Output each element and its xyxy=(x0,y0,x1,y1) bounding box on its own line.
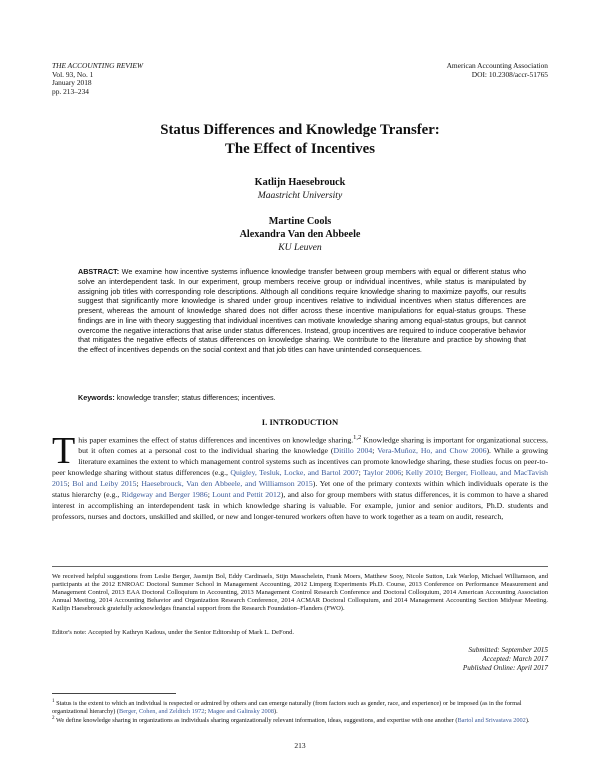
publication-dates xyxy=(463,646,548,673)
editor-note: Editor's note: Accepted by Kathryn Kadous, under the Senior Editorship of Mark L. DeFond. xyxy=(52,629,294,636)
separator: ; xyxy=(401,468,406,478)
separator: ; xyxy=(440,468,446,478)
separator: ; xyxy=(358,468,364,478)
citation-link[interactable]: Ditillo 2004 xyxy=(333,446,373,456)
footnote-marker[interactable]: 1,2 xyxy=(353,434,362,441)
journal-date: January 2018 xyxy=(52,78,92,88)
journal-name: THE ACCOUNTING REVIEW xyxy=(52,61,144,70)
separator: ; xyxy=(207,490,213,500)
doi-link[interactable]: DOI: 10.2308/accr-51765 xyxy=(471,69,548,79)
acknowledgments: We received helpful suggestions from Leslie Berger, Jasmijn Bol, Eddy Cardinaels, Stijn Masschelein, Frank Moers, Matthew Sooy, Nicole Sutton, Luk Warlop, Michael Williamson, and participants at the 2012 ENROAC Doctoral Summer School in Management Accounting, 2012 Limperg Experiments Ph.D. Course, 2013 Conference on Performance Measurement and Management Control, 2013 EAA Doctoral Colloquium in Accounting, 2013 Management Control Research Conference and Doctoral Colloquium, 2014 American Accounting Association Annual Meeting, 2014 Accounting Behavior and Organization Research Conference, 2014 ACMAR Doctoral Colloquium, and 2014 Management Accounting Section Midyear Meeting. Katlijn Haesebrouck gratefully acknowledges financial support from the Research Foundation–Flanders (FWO). xyxy=(52,573,548,613)
paper-title xyxy=(52,121,548,159)
citation-link[interactable]: Haesebrouck, Van den Abbeele, and Williamson 2015 xyxy=(141,479,313,489)
journal-pages: pp. 213–234 xyxy=(52,86,89,96)
footnote-text: We define knowledge sharing in organizations as individuals sharing organizationally relevant information, ideas, suggestions, and expertise with one another ( xyxy=(55,717,458,725)
abstract-text: We examine how incentive systems influence knowledge transfer between group members with equal or different status who solve an interdependent task. In our experiment, group members receive group or individual incentives, while status is manipulated by assigning job titles with corresponding role descriptions. Although all conditions require knowledge sharing to maximize payoffs, our results suggest that significantly more knowledge is shared under group incentives relative to individual incentives when status differences are present, whereas the amount of knowledge shared does not differ across these incentive manipulations for equal-status groups. These findings are in line with theory suggesting that individual incentives can motivate knowledge sharing among equal-status groups, but cannot overcome the negative interactions that arise under status differences. Instead, group incentives are required to induce cooperative behavior that mitigates the negative effects of status differences on knowledge sharing. We contribute to the literature and practice by showing that the effect of incentives depends on the social context and that job titles can have unintended consequences. xyxy=(78,267,527,354)
footnote-text: ). xyxy=(525,717,530,725)
citation-link[interactable]: Ridgeway and Berger 1986 xyxy=(121,490,208,500)
author-affiliation: KU Leuven xyxy=(278,242,322,253)
footnote-text: Status is the extent to which an individual is respected or admired by others and can emerge naturally (from factors such as gender, race, and experience) or be imposed (as in the formal organizational hierarchy) ( xyxy=(52,700,522,716)
citation-link[interactable]: Bol and Leiby 2015 xyxy=(72,479,137,489)
keywords xyxy=(78,393,526,402)
citation-link[interactable]: Kelly 2010 xyxy=(405,468,441,478)
body-text-span: ), and also for group members with status differences, it is common to have a shared interest in accomplishing an interdependent task in which knowledge sharing is valuable. For example, junior and senior auditors, Ph.D. students and professors, nurses and doctors, unskilled and skilled, or new and longer-tenured workers often have to work together as a team on audit, research, xyxy=(52,490,549,521)
page-number: 213 xyxy=(294,741,306,750)
title-line-1: Status Differences and Knowledge Transfer: xyxy=(160,122,440,138)
citation-link[interactable]: Lount and Pettit 2012 xyxy=(212,490,281,500)
publisher-header xyxy=(447,62,548,79)
section-heading: I. INTRODUCTION xyxy=(261,417,339,427)
footnote-divider xyxy=(52,693,176,694)
citation-link[interactable]: Vera-Muñoz, Ho, and Chow 2006 xyxy=(377,446,487,456)
abstract-label: ABSTRACT: xyxy=(78,267,120,276)
keywords-text: knowledge transfer; status differences; incentives. xyxy=(116,393,276,402)
journal-header xyxy=(52,62,143,96)
footnote-number: 1 xyxy=(52,699,55,704)
separator: ; xyxy=(204,708,208,716)
introduction-paragraph xyxy=(52,430,549,523)
footnote xyxy=(52,698,548,716)
separator: ; xyxy=(136,479,142,489)
author-name: Katlijn Haesebrouck xyxy=(254,177,346,188)
citation-link[interactable]: Berger, Cohen, and Zelditch 1972 xyxy=(119,708,205,716)
separator: ; xyxy=(372,446,378,456)
citation-link[interactable]: Berger, Fiolleau, and MacTavish 2015 xyxy=(52,468,549,489)
divider xyxy=(52,566,548,567)
abstract xyxy=(78,267,526,355)
publisher-name: American Accounting Association xyxy=(446,61,548,70)
title-line-2: The Effect of Incentives xyxy=(225,141,375,157)
accepted-date: Accepted: March 2017 xyxy=(482,655,548,663)
body-text-span: his paper examines the effect of status differences and incentives on knowledge sharing. xyxy=(78,435,354,445)
drop-cap: T xyxy=(52,430,76,472)
footnote-text: ). xyxy=(273,708,278,716)
citation-link[interactable]: Magee and Galinsky 2008 xyxy=(207,708,274,716)
footnote xyxy=(52,715,548,725)
body-text-span: ). Yet one of the primary contexts within which individuals operate is the status hierarchy (e.g., xyxy=(52,479,549,500)
author-name: Martine Cools xyxy=(268,216,332,227)
citation-link[interactable]: Bartol and Srivastava 2002 xyxy=(457,717,526,725)
author-name: Alexandra Van den Abbeele xyxy=(239,229,361,240)
separator: ; xyxy=(67,479,73,489)
citation-link[interactable]: Quigley, Tesluk, Locke, and Bartol 2007 xyxy=(230,468,359,478)
body-text-span: ). While a growing literature examines the extent to which management control systems such as incentives can promote knowledge sharing, these studies focus on peer-to-peer knowledge sharing without status differences (e.g., xyxy=(52,446,549,478)
published-date: Published Online: April 2017 xyxy=(462,664,548,672)
author-affiliation: Maastricht University xyxy=(257,190,343,201)
journal-volume: Vol. 93, No. 1 xyxy=(52,69,94,79)
keywords-label: Keywords: xyxy=(78,393,115,402)
body-text-span: Knowledge sharing is important for organizational success, but it often comes at a personal cost to the individual sharing the knowledge ( xyxy=(78,435,548,456)
submitted-date: Submitted: September 2015 xyxy=(468,646,548,654)
citation-link[interactable]: Taylor 2006 xyxy=(363,468,402,478)
footnote-number: 2 xyxy=(52,716,55,721)
